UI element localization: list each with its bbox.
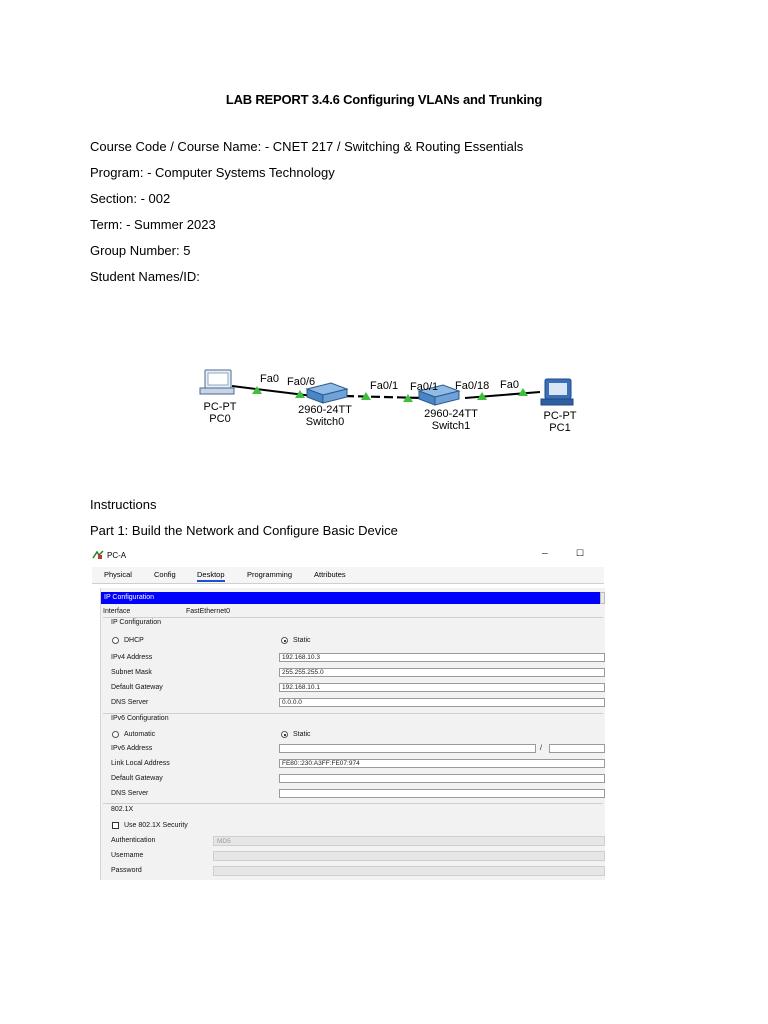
default-gateway-label: Default Gateway <box>111 684 163 691</box>
window-title: PC-A <box>107 551 127 560</box>
port-label: Fa0/1 <box>370 380 399 392</box>
ipv6-gateway-label: Default Gateway <box>111 775 163 782</box>
pc0-label <box>195 401 245 425</box>
program-line: Program: - Computer Systems Technology <box>90 165 335 180</box>
part1-heading: Part 1: Build the Network and Configure Basic Device <box>90 523 398 538</box>
static-label: Static <box>293 637 311 644</box>
authentication-label: Authentication <box>111 837 156 844</box>
switch0-type: 2960-24TT <box>298 404 352 416</box>
maximize-button[interactable]: ☐ <box>576 548 585 558</box>
dhcp-radio[interactable] <box>112 637 119 644</box>
interface-label: Interface <box>103 608 131 615</box>
tab-desktop[interactable]: Desktop <box>197 570 225 582</box>
switch0-name: Switch0 <box>305 416 345 428</box>
ip-config-header: IP Configuration <box>101 592 600 604</box>
group-line: Group Number: 5 <box>90 243 191 258</box>
automatic-label: Automatic <box>124 731 156 738</box>
ip-config-panel <box>100 588 605 880</box>
divider <box>103 803 603 804</box>
ipv6-static-radio[interactable] <box>281 731 288 738</box>
ipv6-gateway-field[interactable] <box>279 774 605 783</box>
divider <box>103 713 603 714</box>
ipv4-address-field[interactable]: 192.168.10.3 <box>279 653 605 662</box>
ipv6-dns-label: DNS Server <box>111 790 149 797</box>
report-title: LAB REPORT 3.4.6 Configuring VLANs and Trunking <box>225 92 543 107</box>
pc1-label <box>535 410 585 434</box>
dhcp-label: DHCP <box>124 637 144 644</box>
link-up-marker <box>518 388 528 396</box>
dns-server-label: DNS Server <box>111 699 149 706</box>
section-line: Section: - 002 <box>90 191 171 206</box>
pc-a-window <box>92 548 604 880</box>
link-local-field[interactable]: FE80::230:A3FF:FE07:974 <box>279 759 605 768</box>
port-label: Fa0/18 <box>455 380 490 392</box>
port-label: Fa0 <box>500 379 519 391</box>
username-field[interactable] <box>213 851 605 861</box>
use-8021x-label: Use 802.1X Security <box>124 822 188 829</box>
ipv4-address-label: IPv4 Address <box>111 654 153 661</box>
ipv6-section-label: IPv6 Configuration <box>111 715 169 722</box>
window-titlebar <box>92 548 604 564</box>
link-switch0-switch1 <box>345 396 423 398</box>
link-local-label: Link Local Address <box>111 760 170 767</box>
interface-value[interactable]: FastEthernet0 <box>186 608 230 615</box>
port-label: Fa0 <box>260 373 279 385</box>
ipv4-section-label: IP Configuration <box>111 619 162 626</box>
instructions-heading: Instructions <box>90 497 157 512</box>
tab-attributes[interactable]: Attributes <box>314 570 346 579</box>
password-field[interactable] <box>213 866 605 876</box>
prefix-slash: / <box>540 745 542 752</box>
password-label: Password <box>111 867 142 874</box>
authentication-select[interactable]: MD5 <box>213 836 605 846</box>
default-gateway-field[interactable]: 192.168.10.1 <box>279 683 605 692</box>
link-switch1-pc1 <box>465 392 540 398</box>
use-8021x-checkbox[interactable] <box>112 822 119 829</box>
switch1-type: 2960-24TT <box>424 408 478 420</box>
dns-server-field[interactable]: 0.0.0.0 <box>279 698 605 707</box>
automatic-radio[interactable] <box>112 731 119 738</box>
ipv6-static-label: Static <box>293 731 311 738</box>
ipv6-address-label: IPv6 Address <box>111 745 153 752</box>
switch0-label <box>290 404 360 428</box>
pc1-type: PC-PT <box>543 410 577 422</box>
pc0-name: PC0 <box>209 413 231 425</box>
pt-app-icon <box>92 550 104 560</box>
port-label: Fa0/1 <box>410 381 439 393</box>
minimize-button[interactable]: ─ <box>542 549 548 558</box>
students-line: Student Names/ID: <box>90 269 200 284</box>
switch1-label <box>416 408 486 432</box>
ipv6-address-field[interactable] <box>279 744 536 753</box>
course-line: Course Code / Course Name: - CNET 217 / Switching & Routing Essentials <box>90 139 524 154</box>
dot1x-section-label: 802.1X <box>111 806 134 813</box>
ip-config-close-button[interactable] <box>600 592 605 604</box>
port-label: Fa0/6 <box>287 376 316 388</box>
tab-programming[interactable]: Programming <box>247 570 293 579</box>
network-topology <box>195 365 595 440</box>
tab-config[interactable]: Config <box>154 570 176 579</box>
pc0-icon <box>200 370 234 394</box>
term-line: Term: - Summer 2023 <box>90 217 216 232</box>
pc1-icon <box>541 379 573 405</box>
pc0-type: PC-PT <box>203 401 237 413</box>
static-radio[interactable] <box>281 637 288 644</box>
ipv6-dns-field[interactable] <box>279 789 605 798</box>
tab-physical[interactable]: Physical <box>104 570 132 579</box>
username-label: Username <box>111 852 144 859</box>
divider <box>103 617 603 618</box>
subnet-mask-field[interactable]: 255.255.255.0 <box>279 668 605 677</box>
pc1-name: PC1 <box>549 422 571 434</box>
tab-bar <box>92 567 604 584</box>
subnet-mask-label: Subnet Mask <box>111 669 152 676</box>
switch1-name: Switch1 <box>431 420 471 432</box>
ipv6-prefix-field[interactable] <box>549 744 605 753</box>
